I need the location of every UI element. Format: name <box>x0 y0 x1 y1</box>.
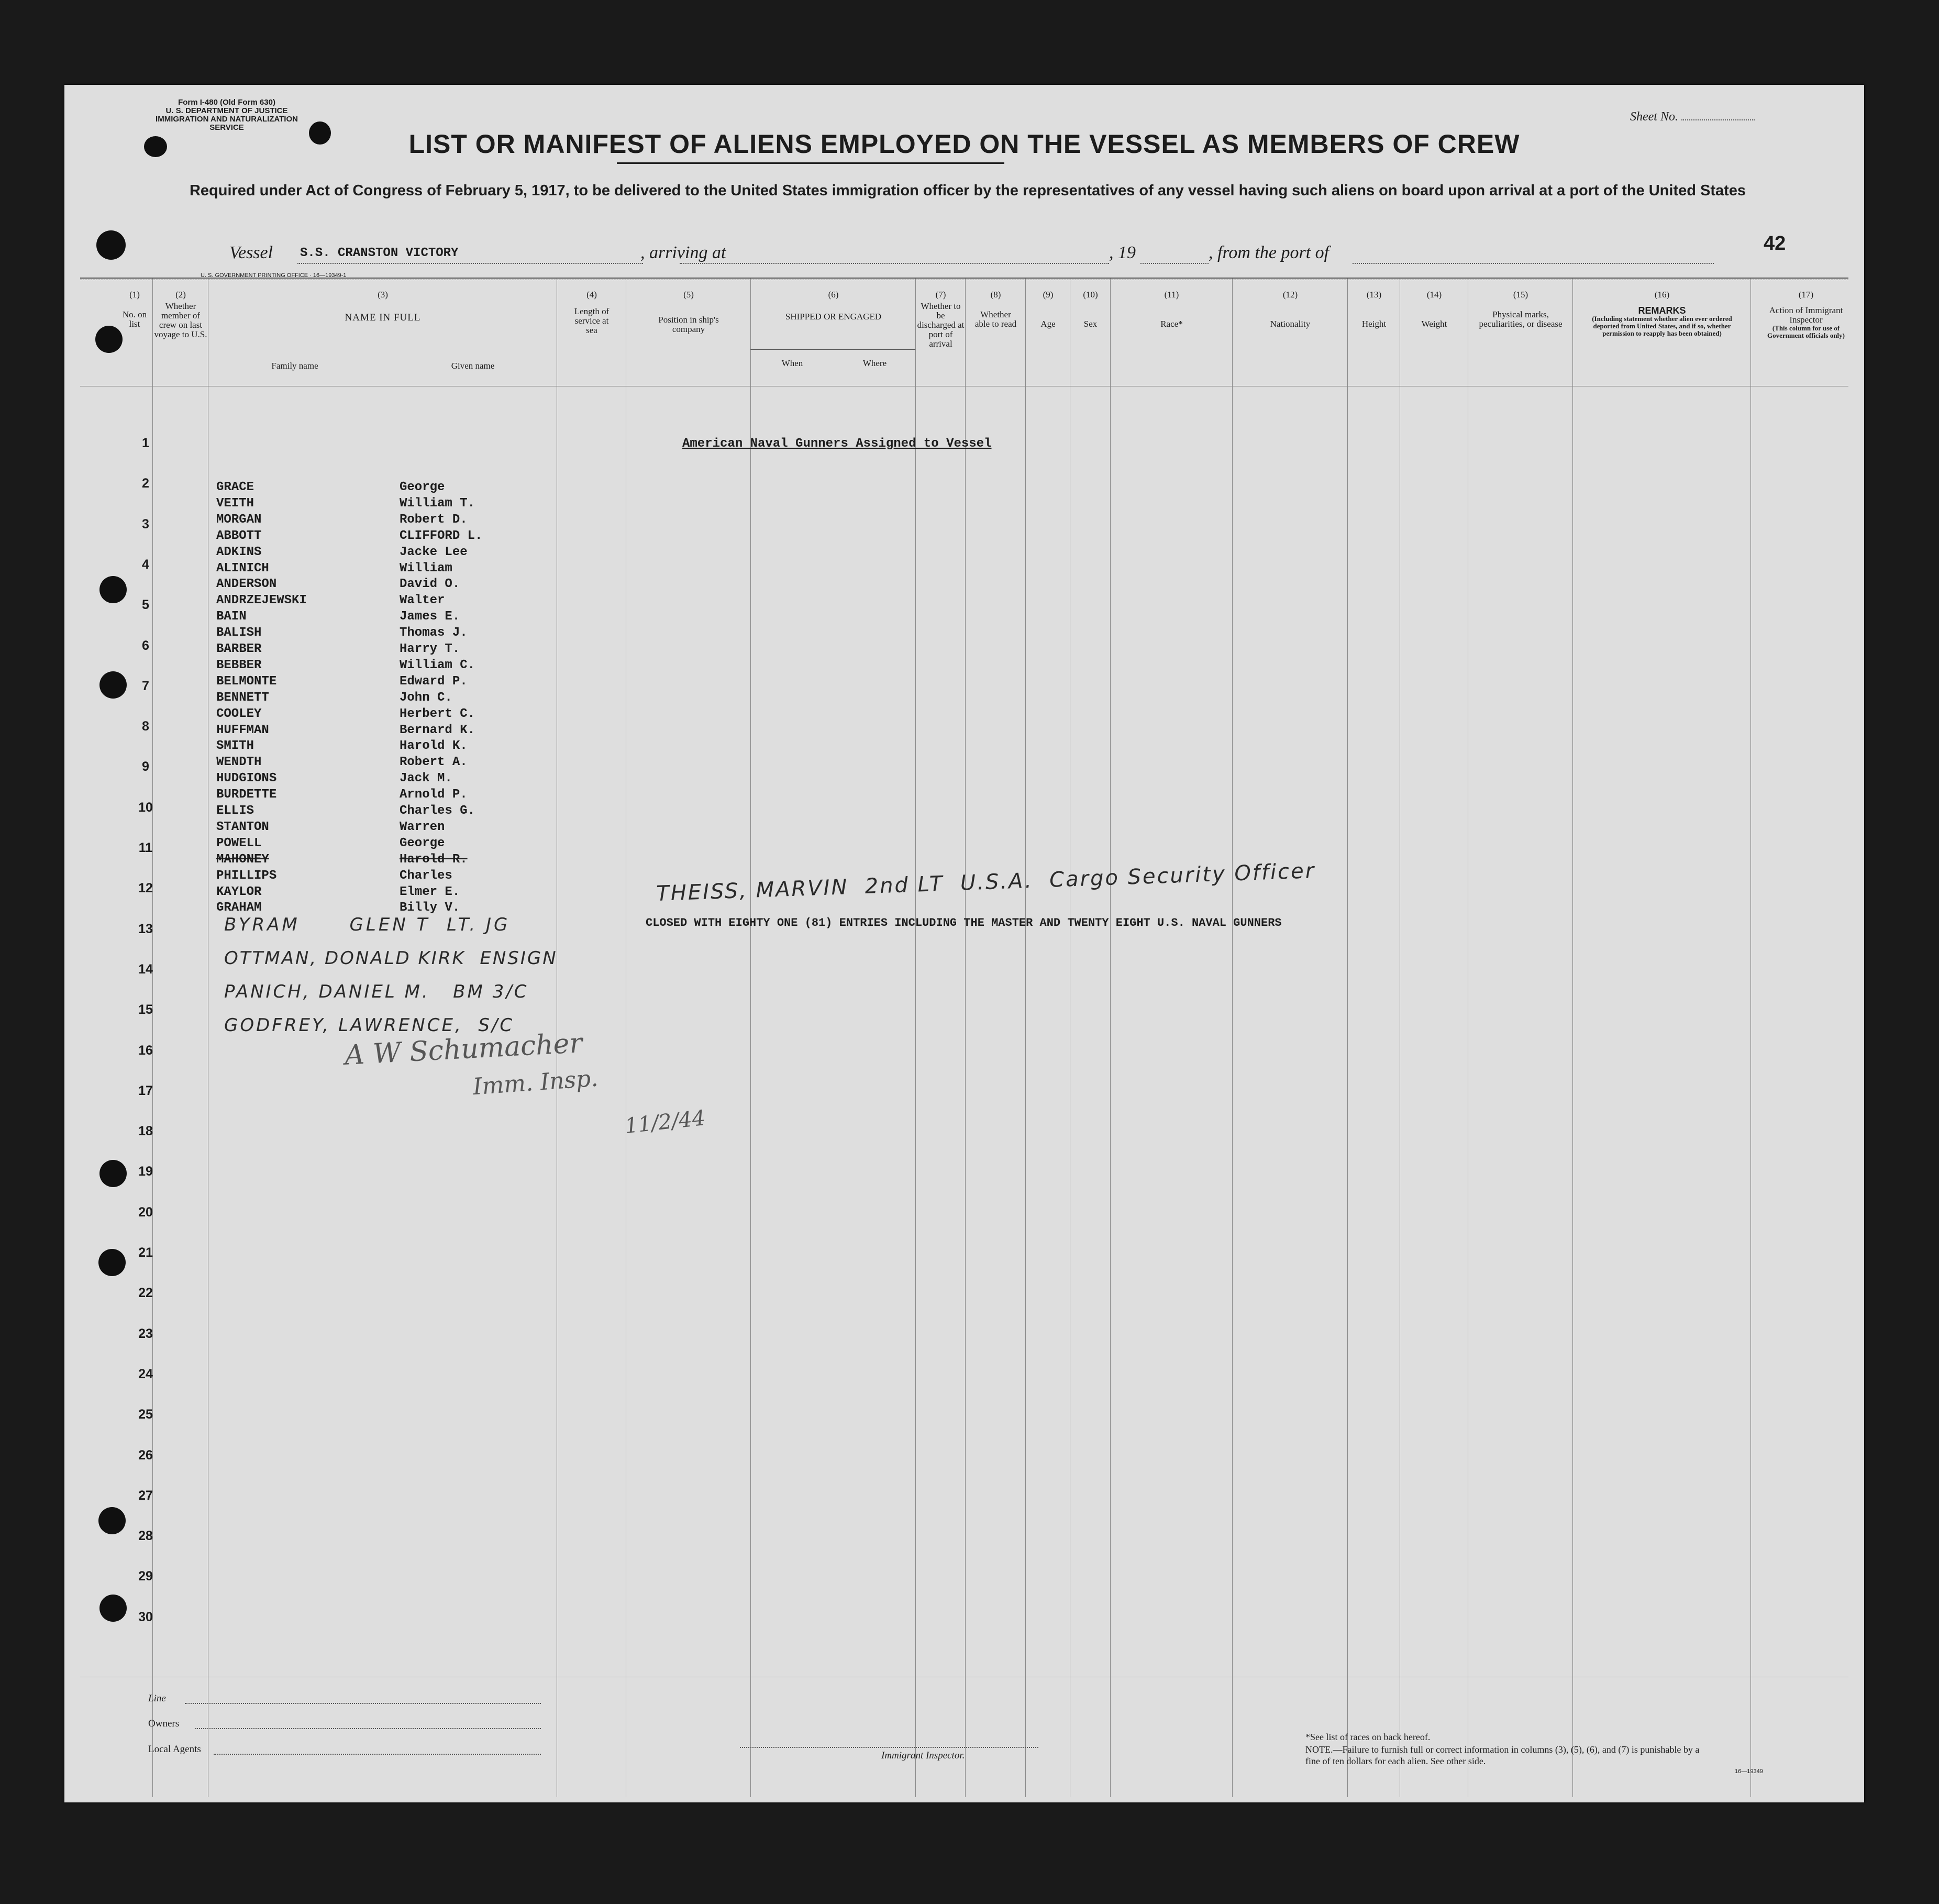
row-number: 22 <box>138 1286 153 1301</box>
gunner-family-name: GRAHAM <box>216 901 262 915</box>
punch-hole <box>99 576 127 603</box>
arriving-field <box>680 263 1109 264</box>
row-number: 17 <box>138 1083 153 1098</box>
punch-hole <box>309 121 331 145</box>
column-number: (5) <box>683 290 694 300</box>
where-header: Where <box>862 358 887 368</box>
column-divider <box>965 279 966 1797</box>
column-number: (14) <box>1426 290 1442 300</box>
column-divider <box>1572 279 1573 1797</box>
gunner-family-name: BEBBER <box>216 658 262 672</box>
column-number: (7) <box>935 290 946 300</box>
owners-field <box>195 1728 541 1729</box>
form-id-line: Form I-480 (Old Form 630) <box>178 98 275 107</box>
column-note: (Including statement whether alien ever ordered deported from United States, and if so, whether permission to reapply has been obtained) <box>1592 315 1732 337</box>
column-number: (13) <box>1366 290 1382 300</box>
year-label: , 19 <box>1109 243 1136 262</box>
agents-label: Local Agents <box>148 1744 201 1755</box>
row-number: 25 <box>138 1407 153 1422</box>
column-title: Action of Immigrant Inspector <box>1769 305 1843 325</box>
line-label: Line <box>148 1693 166 1704</box>
column-title: Physical marks, peculiarities, or disease <box>1479 309 1563 329</box>
gunner-given-name: Harold R. <box>400 852 468 867</box>
from-port-label: , from the port of <box>1209 243 1329 262</box>
gunner-family-name: KAYLOR <box>216 884 262 899</box>
gunner-given-name: Jack M. <box>400 771 452 786</box>
column-header-9 <box>1026 290 1070 329</box>
gunner-family-name: BARBER <box>216 642 262 656</box>
gunner-given-name: Charles G. <box>400 804 475 818</box>
row-number: 15 <box>138 1002 153 1017</box>
row-number: 12 <box>138 881 153 896</box>
gunner-family-name: COOLEY <box>216 706 262 721</box>
gunner-family-name: ANDERSON <box>216 577 277 592</box>
column-header-7 <box>916 290 965 349</box>
gunner-family-name: BALISH <box>216 626 262 640</box>
handwritten-entry: PANICH, DANIEL M. BM 3/C <box>224 981 529 1002</box>
column-header-10 <box>1071 290 1110 329</box>
column-number: (11) <box>1164 290 1179 300</box>
row-number: 3 <box>142 516 149 532</box>
line-field <box>185 1703 541 1704</box>
column-number: (4) <box>586 290 597 300</box>
row-number: 1 <box>142 436 149 450</box>
column-number: (15) <box>1513 290 1528 300</box>
when-header: When <box>781 358 803 368</box>
gunner-given-name: George <box>400 480 445 494</box>
gunner-family-name: BELMONTE <box>216 674 277 689</box>
inspector-label: Immigrant Inspector. <box>881 1750 965 1761</box>
gunner-family-name: ABBOTT <box>216 528 262 543</box>
gunner-family-name: ADKINS <box>216 545 262 559</box>
row-number: 7 <box>142 678 149 693</box>
row-number: 18 <box>138 1124 153 1139</box>
row-number: 4 <box>142 557 149 572</box>
column-header-15 <box>1469 290 1572 329</box>
column-header-5 <box>627 290 750 334</box>
column-header-17 <box>1752 290 1860 339</box>
column-divider <box>1347 279 1348 1797</box>
column-title: SHIPPED OR ENGAGED <box>785 312 882 322</box>
column-header-11 <box>1111 290 1232 329</box>
gunner-given-name: Charles <box>400 868 452 883</box>
row-number: 27 <box>138 1488 153 1503</box>
column-divider <box>750 279 751 1797</box>
column-header-13 <box>1348 290 1400 329</box>
owners-label: Owners <box>148 1718 180 1729</box>
column-note: (This column for use of Government officials only) <box>1767 324 1845 339</box>
column-header-8 <box>966 290 1025 329</box>
column-divider <box>1750 279 1751 1797</box>
column-number: (1) <box>129 290 140 300</box>
column-divider <box>1110 279 1111 1797</box>
vessel-name: S.S. CRANSTON VICTORY <box>300 246 459 260</box>
gunner-given-name: James E. <box>400 610 460 624</box>
gunner-given-name: Harold K. <box>400 739 468 754</box>
page-title: LIST OR MANIFEST OF ALIENS EMPLOYED ON THE VESSEL AS MEMBERS OF CREW <box>408 129 1520 159</box>
column-number: (3) <box>378 290 388 300</box>
handwritten-entry: OTTMAN, DONALD KIRK ENSIGN <box>224 948 558 969</box>
column-title: Weight <box>1421 319 1447 329</box>
row-number: 11 <box>138 840 153 855</box>
gunner-family-name: SMITH <box>216 739 254 754</box>
inspector-field <box>740 1747 1038 1748</box>
column-title: NAME IN FULL <box>345 312 421 323</box>
page-number: 42 <box>1764 233 1786 254</box>
gunner-family-name: BAIN <box>216 610 247 624</box>
manifest-sheet <box>64 85 1864 1802</box>
gunner-given-name: Bernard K. <box>400 723 475 737</box>
column-title: Race* <box>1160 319 1183 329</box>
races-note: *See list of races on back hereof. <box>1305 1732 1431 1742</box>
gunner-given-name: William T. <box>400 496 475 511</box>
row-number: 29 <box>138 1569 153 1584</box>
row-number: 28 <box>138 1529 153 1544</box>
gunner-given-name: Thomas J. <box>400 626 468 640</box>
column-header-3 <box>209 290 557 323</box>
row-number: 21 <box>138 1245 153 1260</box>
gunner-family-name: STANTON <box>216 820 269 834</box>
form-id-line: IMMIGRATION AND NATURALIZATION SERVICE <box>156 115 298 132</box>
punch-hole <box>98 1507 126 1534</box>
inspector-title: Imm. Insp. <box>472 1065 599 1101</box>
column-title: REMARKS <box>1638 305 1686 316</box>
sheet-field <box>1681 119 1755 120</box>
row-number: 2 <box>142 476 149 491</box>
gunner-given-name: Harry T. <box>400 642 460 656</box>
row-number: 8 <box>142 719 149 734</box>
gunner-given-name: Warren <box>400 820 445 834</box>
sheet-label: Sheet No. <box>1630 110 1678 124</box>
gunner-given-name: Herbert C. <box>400 706 475 721</box>
table-top-rule <box>80 278 1848 279</box>
column-header-16 <box>1574 290 1750 337</box>
year-field <box>1140 263 1209 264</box>
column-number: (9) <box>1043 290 1054 300</box>
column-number: (16) <box>1654 290 1670 300</box>
title-underline <box>617 162 1004 164</box>
gunner-given-name: William C. <box>400 658 475 672</box>
gunner-family-name: BURDETTE <box>216 788 277 802</box>
column-number: (2) <box>175 290 186 300</box>
column-number: (12) <box>1282 290 1298 300</box>
row-number: 10 <box>138 800 153 815</box>
inspector-signature: A W Schumacher <box>344 1027 583 1071</box>
gunner-given-name: David O. <box>400 577 460 592</box>
agents-field <box>214 1754 541 1755</box>
row-number: 13 <box>138 921 153 936</box>
column-header-1 <box>117 290 152 329</box>
column-title: Length of service at sea <box>574 306 610 335</box>
column-title: No. on list <box>122 309 147 329</box>
column-divider <box>915 279 916 1797</box>
column-header-2 <box>153 290 208 339</box>
column-divider <box>1232 279 1233 1797</box>
row-number: 5 <box>142 597 149 613</box>
punch-hole <box>99 671 127 699</box>
gunner-given-name: CLIFFORD L. <box>400 528 483 543</box>
column-number: (17) <box>1798 290 1814 300</box>
gunner-given-name: Edward P. <box>400 674 468 689</box>
handwritten-entry: BYRAM GLEN T LT. JG <box>224 914 511 935</box>
from-port-field <box>1353 263 1714 264</box>
gunner-family-name: POWELL <box>216 836 262 850</box>
closing-note: CLOSED WITH EIGHTY ONE (81) ENTRIES INCLUDING THE MASTER AND TWENTY EIGHT U.S. NAVAL GUNNERS <box>646 916 1282 929</box>
gunner-given-name: Jacke Lee <box>400 545 468 559</box>
gunner-family-name: VEITH <box>216 496 254 511</box>
printer-note: U. S. GOVERNMENT PRINTING OFFICE · 16—19349-1 <box>201 272 347 279</box>
gunner-family-name: HUFFMAN <box>216 723 269 737</box>
gunner-given-name: Elmer E. <box>400 884 460 899</box>
form-id-line: U. S. DEPARTMENT OF JUSTICE <box>165 106 288 115</box>
gunner-family-name: ANDRZEJEWSKI <box>216 593 307 608</box>
officer-note: THEISS, MARVIN 2nd LT U.S.A. Cargo Security Officer <box>656 859 1316 906</box>
gunner-given-name: John C. <box>400 690 452 705</box>
gunner-family-name: HUDGIONS <box>216 771 277 786</box>
column-title: Position in ship's company <box>658 315 719 334</box>
row-number: 30 <box>138 1609 153 1624</box>
gunner-family-name: MAHONEY <box>216 852 269 867</box>
column-title: Age <box>1040 319 1056 329</box>
gunner-given-name: Arnold P. <box>400 788 468 802</box>
punch-hole <box>98 1249 126 1276</box>
shipped-subrule <box>750 349 915 350</box>
column-title: Whether able to read <box>974 309 1017 329</box>
row-number: 6 <box>142 638 149 653</box>
row-number: 26 <box>138 1447 153 1463</box>
column-title: Nationality <box>1270 319 1311 329</box>
column-number: (8) <box>990 290 1001 300</box>
column-title: Sex <box>1083 319 1098 329</box>
section-heading: American Naval Gunners Assigned to Vessel <box>682 437 992 451</box>
gunner-family-name: ELLIS <box>216 804 254 818</box>
gunner-family-name: PHILLIPS <box>216 868 277 883</box>
page-subtitle: Required under Act of Congress of February 5, 1917, to be delivered to the United States immigration officer by the representatives of any vessel having such aliens on board upon arrival at a port of the United States <box>189 182 1746 199</box>
column-divider <box>1025 279 1026 1797</box>
vessel-label: Vessel <box>229 243 273 262</box>
fine-note: NOTE.—Failure to furnish full or correct information in columns (3), (5), (6), and (7) is punishable by a fine of ten dollars for each alien. See other side. <box>1305 1744 1700 1766</box>
punch-hole <box>99 1160 127 1187</box>
gunner-family-name: BENNETT <box>216 690 269 705</box>
row-number: 23 <box>138 1326 153 1341</box>
gunner-family-name: MORGAN <box>216 512 262 527</box>
column-header-6 <box>751 290 915 322</box>
gunner-family-name: GRACE <box>216 480 254 494</box>
column-header-12 <box>1233 290 1347 329</box>
row-number: 19 <box>138 1164 153 1179</box>
arriving-label: , arriving at <box>640 243 726 262</box>
column-header-14 <box>1401 290 1468 329</box>
punch-hole <box>95 326 123 353</box>
column-number: (6) <box>828 290 839 300</box>
form-identifier <box>143 98 311 132</box>
gunner-given-name: George <box>400 836 445 850</box>
row-number: 20 <box>138 1204 153 1220</box>
row-number: 16 <box>138 1043 153 1058</box>
gunner-family-name: WENDTH <box>216 755 262 770</box>
row-number: 14 <box>138 961 153 977</box>
signature-date: 11/2/44 <box>624 1106 707 1138</box>
gunner-given-name: Billy V. <box>400 901 460 915</box>
vessel-field <box>297 263 643 264</box>
row-number: 9 <box>142 759 149 774</box>
form-code: 16—19349 <box>1735 1768 1763 1775</box>
gunner-given-name: Robert A. <box>400 755 468 770</box>
handwritten-entry: GODFREY, LAWRENCE, S/C <box>224 1015 515 1036</box>
sheet-number <box>1630 110 1755 124</box>
row-number: 24 <box>138 1366 153 1381</box>
punch-hole <box>99 1595 127 1622</box>
punch-hole <box>96 230 126 260</box>
column-header-4 <box>558 290 626 335</box>
family-name-header: Family name <box>271 361 318 371</box>
gunner-given-name: Walter <box>400 593 445 608</box>
gunner-family-name: ALINICH <box>216 561 269 575</box>
column-number: (10) <box>1083 290 1098 300</box>
punch-hole <box>144 136 167 157</box>
gunner-given-name: Robert D. <box>400 512 468 527</box>
given-name-header: Given name <box>451 361 495 371</box>
gunner-given-name: William <box>400 561 452 575</box>
column-title: Whether member of crew on last voyage to U.S. <box>154 301 207 339</box>
column-title: Whether to be discharged at port of arrival <box>917 301 965 349</box>
column-title: Height <box>1361 319 1387 329</box>
